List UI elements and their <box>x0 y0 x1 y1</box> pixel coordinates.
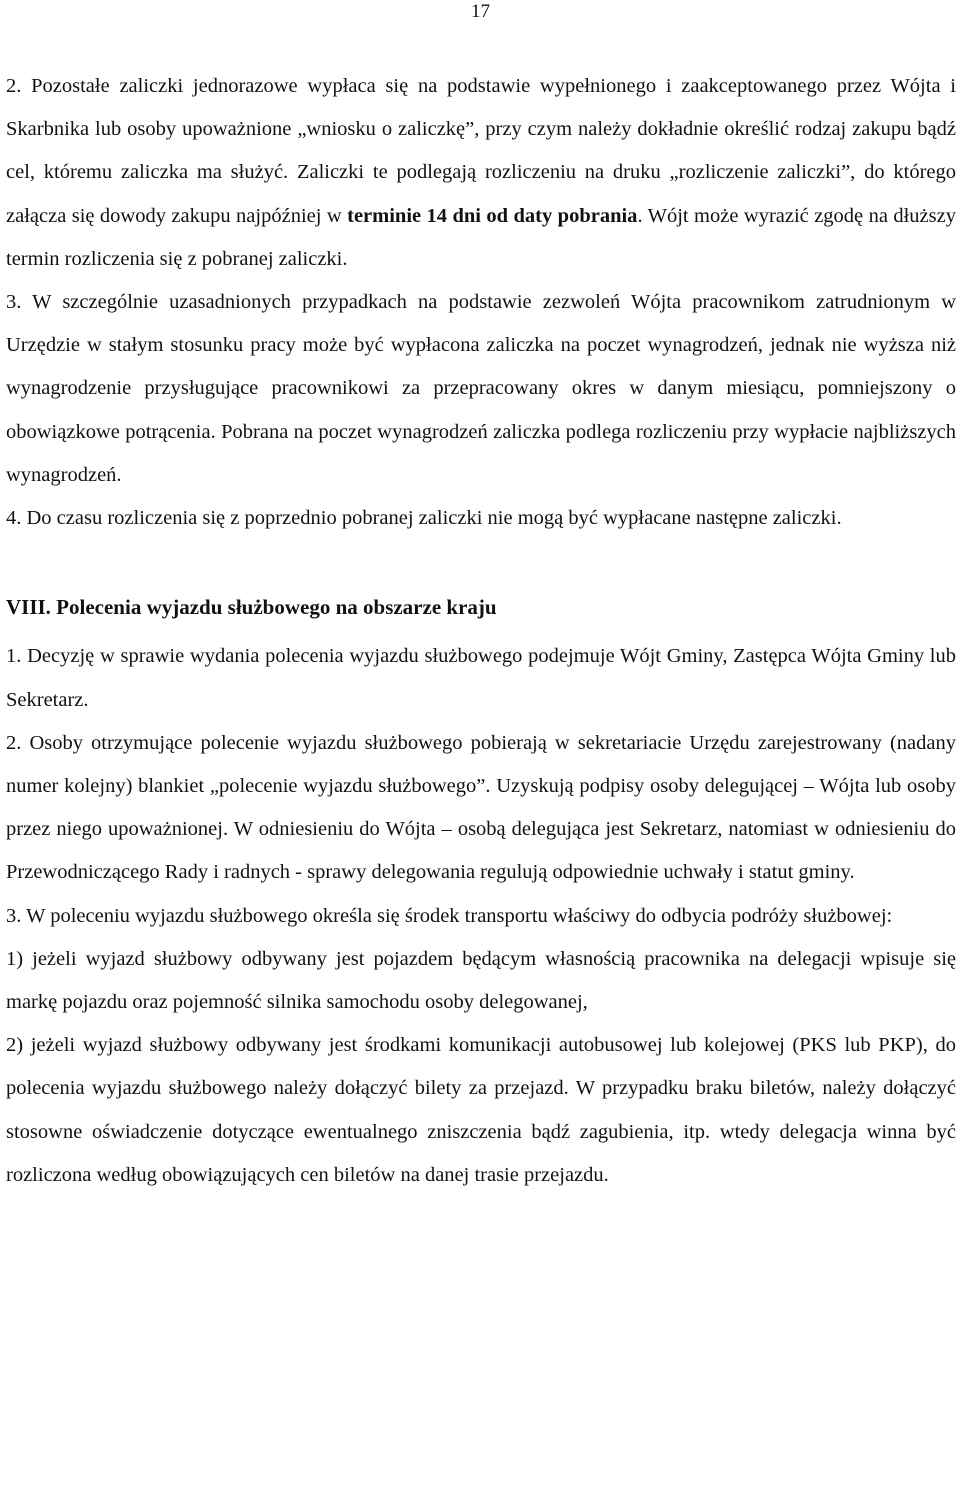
section8-list-item-1: 1) jeżeli wyjazd służbowy odbywany jest pojazdem będącym własnością pracownika na delegacji wpisuje się markę pojazdu oraz pojemność silnika samochodu osoby delegowanej, <box>6 947 956 1014</box>
section-heading-viii: VIII. Polecenia wyjazdu służbowego na obszarze kraju <box>6 595 497 620</box>
bold-deadline: terminie 14 dni od daty pobrania <box>347 204 638 227</box>
paragraph-text: . Wójt może wyrazić zgodę na dłuższy termin rozliczenia się z pobranej zaliczki. <box>6 204 956 270</box>
section8-list-item-2: 2) jeżeli wyjazd służbowy odbywany jest środkami komunikacji autobusowej lub kolejowej (PKS lub PKP), do polecenia wyjazdu służbowego należy dołączyć bilety za przejazd. W przypadku braku biletów, należy dołączyć stosowne oświadczenie dotyczące ewentualnego zniszczenia bądź zagubienia, itp. wtedy delegacja winna być rozliczona według obowiązujących cen biletów na danej trasie przejazdu. <box>6 1034 956 1186</box>
document-body <box>6 65 956 1197</box>
section7-paragraph-2 <box>6 65 956 281</box>
section8-paragraph-3: 3. W poleceniu wyjazdu służbowego określa się środek transportu właściwy do odbycia podróży służbowej: <box>6 904 893 927</box>
section8-paragraph-2: 2. Osoby otrzymujące polecenie wyjazdu służbowego pobierają w sekretariacie Urzędu zarejestrowany (nadany numer kolejny) blankiet „polecenie wyjazdu służbowego”. Uzyskują podpisy osoby delegującej – Wójta lub osoby przez niego upoważnionej. W odniesieniu do Wójta – osobą delegująca jest Sekretarz, natomiast w odniesieniu do Przewodniczącego Rady i radnych - sprawy delegowania regulują odpowiednie uchwały i statut gminy. <box>6 731 956 884</box>
section7-paragraph-3: 3. W szczególnie uzasadnionych przypadkach na podstawie zezwoleń Wójta pracownikom zatrudnionym w Urzędzie w stałym stosunku pracy może być wypłacona zaliczka na poczet wynagrodzeń, jednak nie wyższa niż wynagrodzenie przysługujące pracownikowi za przepracowany okres w danym miesiącu, pomniejszony o obowiązkowe potrącenia. Pobrana na poczet wynagrodzeń zaliczka podlega rozliczeniu przy wypłacie najbliższych wynagrodzeń. <box>6 291 956 486</box>
section7-paragraph-4: 4. Do czasu rozliczenia się z poprzednio pobranej zaliczki nie mogą być wypłacane następne zaliczki. <box>6 507 842 530</box>
page-number: 17 <box>471 1 490 22</box>
paragraph-text: 2. Pozostałe zaliczki jednorazowe wypłaca się na podstawie wypełnionego i zaakceptowanego przez Wójta i Skarbnika lub osoby upoważnione „wniosku o zaliczkę”, przy czym należy dokładnie określić rodzaj zakupu bądź cel, któremu zaliczka ma służyć. Zaliczki te podlegają rozliczeniu na druku „rozliczenie zaliczki”, do którego załącza się dowody zakupu najpóźniej w <box>6 75 956 227</box>
section8-paragraph-1: 1. Decyzję w sprawie wydania polecenia wyjazdu służbowego podejmuje Wójt Gminy, Zastępca Wójta Gminy lub Sekretarz. <box>6 645 956 711</box>
